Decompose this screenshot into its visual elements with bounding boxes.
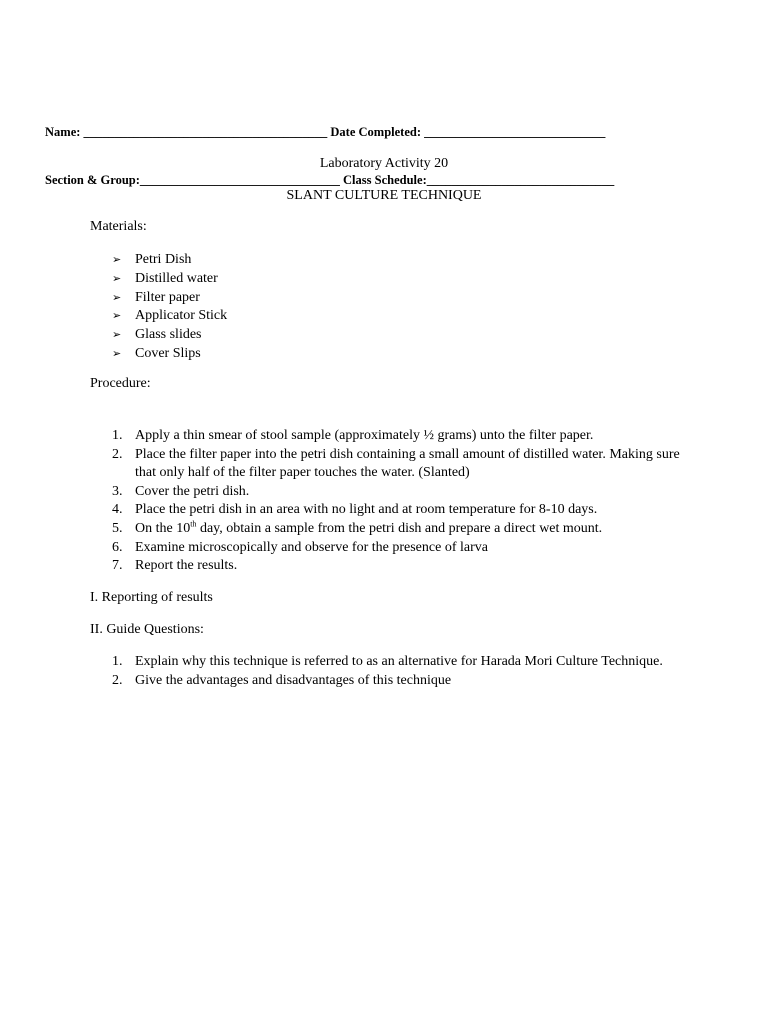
section-schedule-line: Section & Group:________________________________ Class Schedule:______________________________: [45, 173, 615, 187]
step-text: Place the petri dish in an area with no light and at room temperature for 8-10 days.: [135, 502, 598, 518]
question-number: 2.: [112, 672, 123, 688]
question-text: Give the advantages and disadvantages of this technique: [135, 672, 452, 688]
arrow-bullet-icon: ➢: [112, 291, 122, 304]
procedure-step: [112, 446, 692, 483]
activity-title: Laboratory Activity 20: [319, 156, 449, 171]
list-item: [112, 251, 227, 270]
arrow-bullet-icon: ➢: [112, 272, 122, 285]
guide-question: [112, 653, 692, 672]
list-item: [112, 345, 227, 364]
step-number: 2.: [112, 446, 123, 462]
guide-questions-heading: II. Guide Questions:: [90, 622, 204, 637]
procedure-label: Procedure:: [90, 376, 151, 391]
material-name: Applicator Stick: [135, 308, 228, 324]
material-name: Petri Dish: [135, 252, 192, 267]
procedure-steps: [112, 427, 692, 576]
list-item: [112, 270, 227, 289]
step-text: Examine microscopically and observe for the presence of larva: [135, 539, 488, 555]
step-text: Report the results.: [135, 558, 238, 574]
materials-label: Materials:: [90, 219, 147, 234]
materials-list: [112, 251, 227, 364]
question-number: 1.: [112, 654, 123, 669]
procedure-step: [112, 557, 692, 576]
technique-title: SLANT CULTURE TECHNIQUE: [286, 188, 482, 203]
guide-question: [112, 672, 692, 691]
list-item: [112, 289, 227, 308]
step-number: 7.: [112, 558, 123, 574]
step-number: 3.: [112, 483, 123, 499]
arrow-bullet-icon: ➢: [112, 310, 122, 323]
step-text-start: On the 10: [135, 520, 191, 536]
list-item: [112, 307, 227, 326]
material-name: Cover Slips: [135, 345, 201, 361]
step-text: Cover the petri dish.: [135, 483, 250, 499]
step-number: 6.: [112, 539, 123, 555]
procedure-step: [112, 483, 692, 502]
list-item: [112, 326, 227, 345]
guide-questions-list: [112, 653, 692, 690]
ordinal-suffix: th: [190, 519, 197, 529]
material-name: Distilled water: [135, 270, 218, 286]
name-date-line: Name: _______________________________________ Date Completed: _____________________________: [45, 125, 606, 139]
material-name: Filter paper: [135, 289, 200, 305]
material-name: Glass slides: [135, 327, 202, 343]
procedure-step: [112, 427, 692, 446]
procedure-step: [112, 539, 692, 558]
step-number: 1.: [112, 428, 123, 443]
step-text: Apply a thin smear of stool sample (approximately ½ grams) unto the filter paper.: [135, 428, 594, 443]
procedure-step: [112, 501, 692, 520]
question-text: Explain why this technique is referred to as an alternative for Harada Mori Culture Technique.: [135, 654, 663, 669]
arrow-bullet-icon: ➢: [112, 347, 122, 360]
arrow-bullet-icon: ➢: [112, 254, 122, 266]
reporting-results-heading: I. Reporting of results: [90, 590, 213, 605]
step-text-end: day, obtain a sample from the petri dish and prepare a direct wet mount.: [196, 520, 603, 536]
step-text: [135, 520, 692, 539]
step-number: 4.: [112, 502, 123, 518]
step-number: 5.: [112, 520, 123, 536]
step-text: Place the filter paper into the petri dish containing a small amount of distilled water. Making sure that only half of the filter paper touches the water. (Slanted): [135, 446, 680, 481]
arrow-bullet-icon: ➢: [112, 329, 122, 342]
procedure-step: [112, 520, 692, 539]
